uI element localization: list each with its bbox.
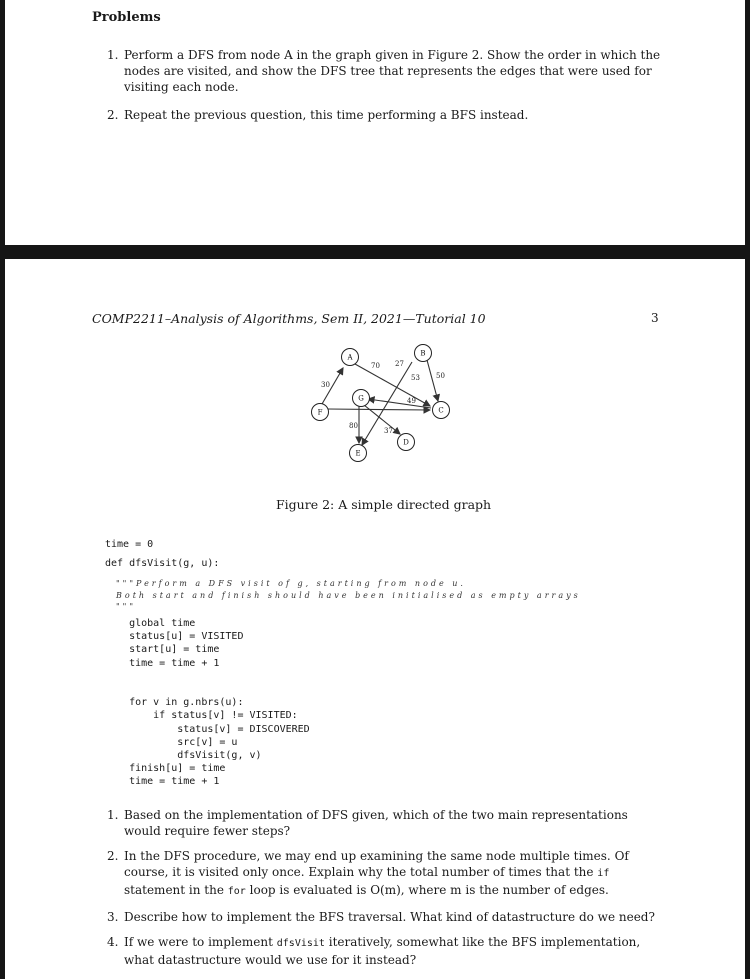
node-label-f: F: [317, 408, 323, 417]
directed-graph-figure: [295, 342, 465, 472]
node-label-e: E: [355, 449, 361, 458]
edge-weight-50: 50: [436, 372, 445, 380]
edge-f-c: [328, 409, 430, 410]
code-time-init: time = 0: [105, 539, 154, 550]
page-number: 3: [651, 311, 659, 325]
exercise-text-part: If we were to implement: [124, 935, 277, 949]
inline-code: for: [227, 886, 246, 897]
exercise-item: [107, 934, 664, 968]
inline-code: dfsVisit: [276, 938, 325, 949]
exercise-item: [107, 807, 664, 839]
exercise-text-part: In the DFS procedure, we may end up examining the same node multiple times. Of course, it is visited only once. Explain why the total number of times that the: [124, 849, 629, 879]
inline-code: if: [597, 868, 610, 879]
exercise-text: Based on the implementation of DFS given, which of the two main representations would require fewer steps?: [124, 808, 628, 838]
docstring-line: """Perform a DFS visit of g, starting from node u.: [116, 579, 466, 588]
exercise-item: [107, 909, 664, 925]
problem-text: Perform a DFS from node A in the graph given in Figure 2. Show the order in which the nodes are visited, and show the DFS tree that represents the edges that were used for visiting each node.: [124, 48, 661, 94]
problems-list: [107, 47, 664, 123]
code-docstring: [116, 578, 581, 613]
exercise-number: 2.: [107, 849, 119, 863]
node-label-c: C: [438, 406, 444, 415]
running-header: COMP2211–Analysis of Algorithms, Sem II, 2021—Tutorial 10: [92, 311, 486, 326]
edge-weight-30: 30: [321, 381, 330, 389]
exercise-list: [107, 807, 664, 977]
page-bottom: [5, 259, 745, 979]
edge-weight-49: 49: [407, 397, 416, 405]
exercise-number: 4.: [107, 935, 119, 949]
edge-weight-80: 80: [349, 422, 358, 430]
exercise-text-part: iteratively, somewhat like the BFS implementation, what datastructure would we use for it instead?: [124, 935, 641, 967]
exercise-number: 1.: [107, 808, 119, 822]
code-body: global time status[u] = VISITED start[u] = time time = time + 1 for v in g.nbrs(u): if status[v] != VISITED: status[v] = DISCOVERED src[v] = u dfsVisit(g, v) finish[u] = time time = time + 1: [129, 618, 310, 788]
edge-weight-70: 70: [371, 362, 380, 370]
page-top: [5, 0, 745, 245]
problem-item: [107, 47, 664, 95]
problem-text: Repeat the previous question, this time performing a BFS instead.: [124, 108, 529, 122]
edge-weight-53: 53: [411, 374, 420, 382]
edge-b-c: [427, 360, 438, 401]
exercise-number: 3.: [107, 910, 119, 924]
problem-number: 1.: [107, 48, 119, 62]
node-label-g: G: [358, 394, 364, 403]
problems-heading: Problems: [92, 10, 161, 25]
node-label-d: D: [403, 438, 409, 447]
edge-weight-37: 37: [384, 427, 393, 435]
exercise-text-part: statement in the: [124, 883, 228, 897]
problem-item: [107, 107, 664, 123]
docstring-line: Both start and finish should have been initialised as empty arrays: [116, 590, 581, 600]
exercise-item: [107, 848, 664, 900]
docstring-line: """: [116, 602, 137, 611]
edge-weight-27: 27: [395, 360, 404, 368]
code-def-line: def dfsVisit(g, u):: [105, 558, 220, 569]
node-label-b: B: [420, 349, 426, 358]
exercise-text: Describe how to implement the BFS traversal. What kind of datastructure do we need?: [124, 910, 655, 924]
exercise-text-part: loop is evaluated is O(m), where m is the number of edges.: [245, 883, 609, 897]
edge-c-g: [368, 399, 431, 408]
problem-number: 2.: [107, 108, 119, 122]
node-label-a: A: [347, 353, 353, 362]
figure-caption: Figure 2: A simple directed graph: [276, 497, 492, 512]
